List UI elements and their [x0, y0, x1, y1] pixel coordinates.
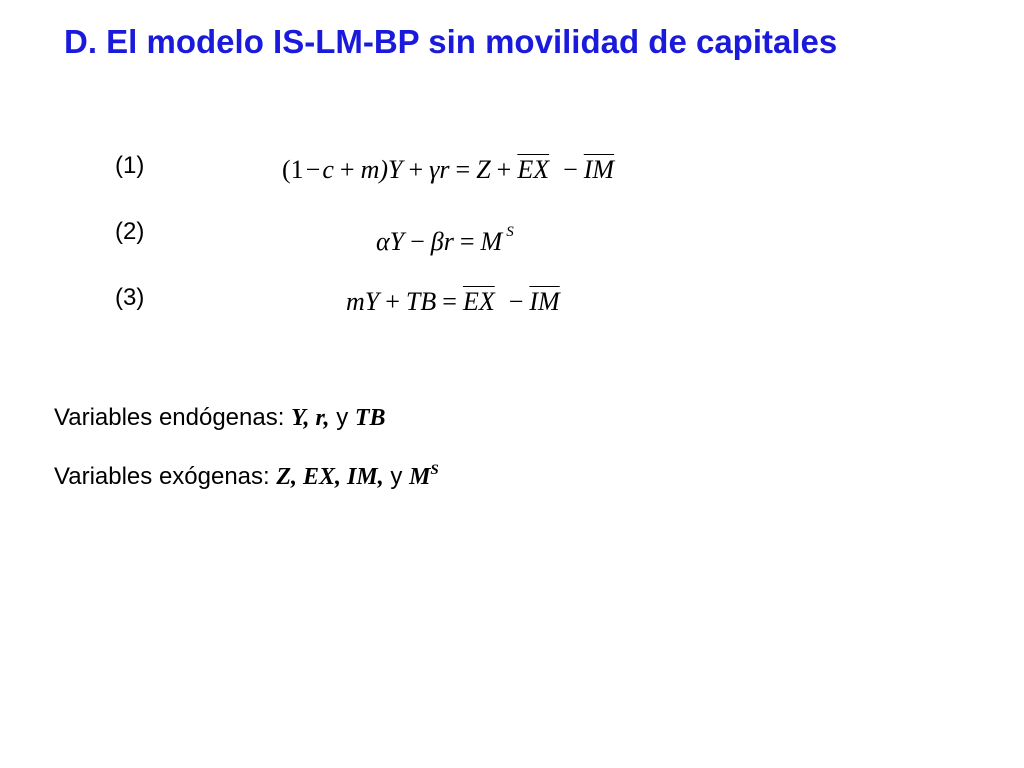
eq1-minus: −: [305, 155, 321, 184]
eq3-plus: +: [385, 287, 400, 316]
eq1-m: m: [360, 155, 380, 184]
exogenous-last: M: [409, 464, 431, 490]
exogenous-variables-line: [54, 462, 439, 491]
endogenous-vars: Y, r,: [291, 405, 330, 431]
eq3-ex: $\overline{EX}$: [462, 287, 495, 316]
eq3-tb: TB: [405, 287, 437, 316]
endogenous-and: y: [329, 404, 355, 431]
endogenous-label: Variables endógenas:: [54, 404, 292, 431]
exogenous-vars: Z, EX, IM,: [276, 464, 384, 490]
equation-1: [282, 155, 614, 185]
eq1-gamma-r: γr: [429, 155, 450, 184]
eq3-equals: =: [442, 287, 457, 316]
eq3-my: mY: [346, 287, 380, 316]
equation-2: [376, 224, 514, 257]
eq1-c: c: [322, 155, 334, 184]
equation-number-2: (2): [115, 218, 145, 245]
eq2-equals: =: [459, 227, 475, 256]
eq2-superscript: S: [506, 224, 514, 240]
exogenous-label: Variables exógenas:: [54, 463, 277, 490]
eq1-im: $\overline{IM}$: [583, 155, 615, 184]
endogenous-variables-line: [54, 404, 386, 432]
eq3-im: $\overline{IM}$: [529, 287, 560, 316]
slide-title: D. El modelo IS-LM-BP sin movilidad de capitales: [64, 23, 838, 60]
equation-number-3: (3): [115, 284, 145, 311]
exogenous-and: y: [383, 463, 410, 490]
eq2-r: r: [443, 227, 454, 256]
eq1-equals: =: [455, 155, 471, 184]
eq1-close-y: )Y: [379, 155, 403, 184]
eq3-minus: −: [508, 287, 524, 316]
eq1-plus2: +: [408, 155, 424, 184]
eq2-m: M: [480, 227, 503, 256]
endogenous-last: TB: [354, 405, 386, 431]
equation-number-1: (1): [115, 152, 145, 179]
eq2-minus: −: [410, 227, 425, 256]
eq1-ex: $\overline{EX}$: [517, 155, 550, 184]
eq2-beta: β: [430, 227, 444, 256]
eq1-plus1: +: [339, 155, 355, 184]
eq1-minus2: −: [563, 155, 578, 184]
equation-3: [346, 287, 560, 317]
eq2-alpha: α: [376, 227, 390, 256]
eq1-open: (1: [282, 155, 304, 184]
eq1-z: Z: [476, 155, 491, 184]
exogenous-last-superscript: S: [430, 462, 439, 478]
eq1-plus3: +: [496, 155, 512, 184]
eq2-y: Y: [389, 227, 405, 256]
